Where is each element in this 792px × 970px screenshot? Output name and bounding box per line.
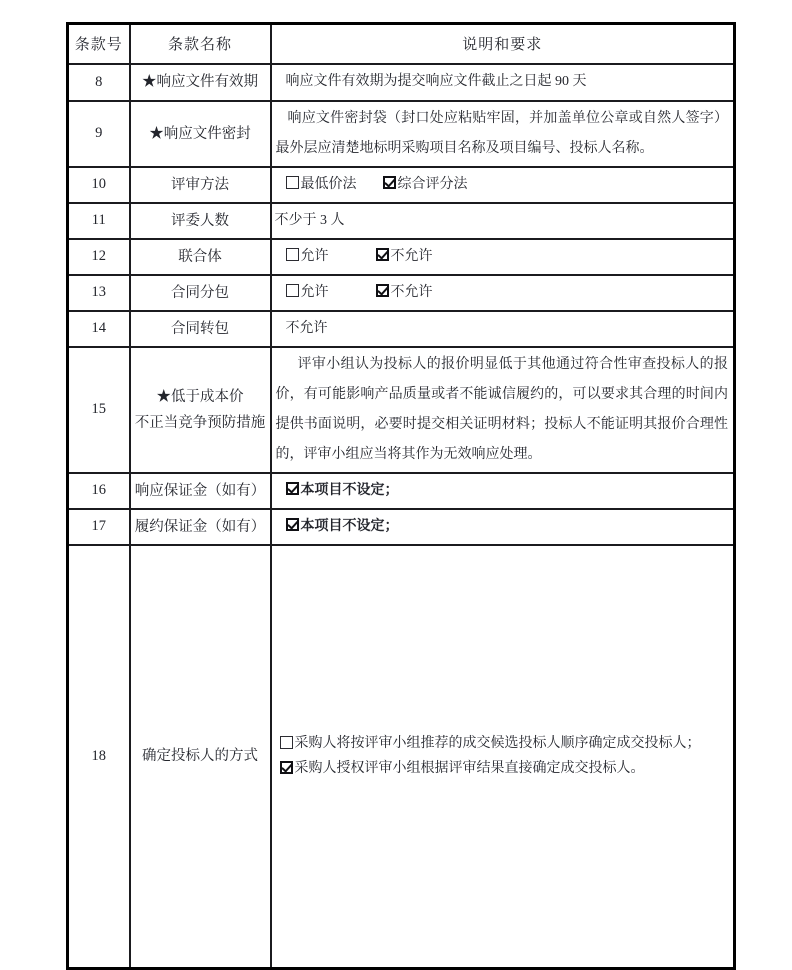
description-line xyxy=(274,756,732,781)
clause-name-cell xyxy=(130,101,271,167)
description-text: 本项目不设定； xyxy=(300,482,399,498)
clause-name-text: 履约保证金（如有） xyxy=(134,518,266,535)
description-line xyxy=(274,380,732,410)
clause-name-text: 合同分包 xyxy=(171,284,229,301)
clause-description-cell xyxy=(271,311,735,347)
description-text: 的，评审小组应当将其作为无效响应处理。 xyxy=(275,446,542,462)
clause-number-cell: 9 xyxy=(68,101,130,167)
column-header-clause-name: 条款名称 xyxy=(130,24,271,64)
description-line xyxy=(274,278,732,308)
description-line xyxy=(274,134,732,164)
clause-number-cell: 11 xyxy=(68,203,130,239)
description-text: 本项目不设定； xyxy=(300,518,399,534)
description-text: 不少于 3 人 xyxy=(274,212,345,228)
checkbox-checked-icon xyxy=(286,482,299,495)
clause-description-cell xyxy=(271,101,735,167)
table-row xyxy=(68,509,735,545)
clause-number-cell: 8 xyxy=(68,64,130,101)
description-text: 允许 xyxy=(300,284,329,300)
clause-name-cell xyxy=(130,473,271,509)
clause-number-cell: 16 xyxy=(68,473,130,509)
checkbox-unchecked-icon xyxy=(286,176,299,189)
checkbox-checked-icon xyxy=(376,284,389,297)
clauses-table xyxy=(66,22,736,970)
clause-name-cell xyxy=(130,239,271,275)
clause-number-cell: 18 xyxy=(68,545,130,969)
column-header-description: 说明和要求 xyxy=(271,24,735,64)
table-row xyxy=(68,347,735,473)
clause-name-cell xyxy=(130,203,271,239)
clause-description-cell xyxy=(271,347,735,473)
clause-number-cell: 12 xyxy=(68,239,130,275)
clause-name-text: ★响应文件密封 xyxy=(149,125,251,142)
clause-name-text: 评委人数 xyxy=(171,212,229,229)
checkbox-unchecked-icon xyxy=(286,248,299,261)
description-line xyxy=(274,512,732,542)
description-text: 允许 xyxy=(300,248,329,264)
description-line xyxy=(274,731,732,756)
description-text: 价，有可能影响产品质量或者不能诚信履约的，可以要求其合理的时间内 xyxy=(275,386,728,402)
clause-description-cell xyxy=(271,275,735,311)
clause-description-cell xyxy=(271,203,735,239)
description-line xyxy=(274,242,732,272)
table-row xyxy=(68,167,735,203)
description-text: 最外层应清楚地标明采购项目名称及项目编号、投标人名称。 xyxy=(275,140,654,156)
table-row xyxy=(68,473,735,509)
clause-name-cell xyxy=(130,347,271,473)
description-text: 不允许 xyxy=(390,248,433,264)
checkbox-unchecked-icon xyxy=(286,284,299,297)
clause-name-text: 联合体 xyxy=(178,248,222,265)
description-line xyxy=(274,350,732,380)
table-row xyxy=(68,64,735,101)
description-line xyxy=(274,314,732,344)
description-text: 采购人授权评审小组根据评审结果直接确定成交投标人。 xyxy=(294,761,645,777)
clause-name-text: ★响应文件有效期 xyxy=(142,74,258,90)
clause-name-cell xyxy=(130,275,271,311)
table-row xyxy=(68,101,735,167)
clause-description-cell xyxy=(271,167,735,203)
clause-name-text: ★低于成本价 xyxy=(156,388,244,405)
table-row xyxy=(68,203,735,239)
table-row xyxy=(68,275,735,311)
clause-name-text: 确定投标人的方式 xyxy=(142,748,258,765)
description-text: 不允许 xyxy=(285,320,328,336)
description-text: 响应文件密封袋（封口处应粘贴牢固，并加盖单位公章或自然人签字） xyxy=(287,110,728,126)
clause-name-cell xyxy=(130,64,271,101)
clause-name-cell xyxy=(130,509,271,545)
description-line xyxy=(274,206,732,236)
description-line xyxy=(274,104,732,134)
clause-number-cell: 13 xyxy=(68,275,130,311)
table-row xyxy=(68,545,735,969)
description-line xyxy=(274,440,732,470)
checkbox-checked-icon xyxy=(280,761,293,774)
clause-description-cell xyxy=(271,509,735,545)
clause-description-cell xyxy=(271,545,735,969)
checkbox-checked-icon xyxy=(376,248,389,261)
clause-name-cell xyxy=(130,545,271,969)
description-line xyxy=(274,410,732,440)
description-text: 采购人将按评审小组推荐的成交候选投标人顺序确定成交投标人； xyxy=(294,736,701,752)
description-line xyxy=(274,67,732,97)
clause-number-cell: 17 xyxy=(68,509,130,545)
clause-name-text: 合同转包 xyxy=(171,320,229,337)
description-text: 响应文件有效期为提交响应文件截止之日起 90 天 xyxy=(285,74,587,89)
clause-description-cell xyxy=(271,64,735,101)
clause-name-text: 不正当竞争预防措施 xyxy=(134,414,266,431)
clause-name-cell xyxy=(130,311,271,347)
description-text: 综合评分法 xyxy=(397,176,468,192)
clause-number-cell: 10 xyxy=(68,167,130,203)
clause-number-cell: 15 xyxy=(68,347,130,473)
clause-description-cell xyxy=(271,239,735,275)
column-header-clause-no: 条款号 xyxy=(68,24,130,64)
description-text: 不允许 xyxy=(390,284,433,300)
clause-name-text: 响应保证金（如有） xyxy=(134,482,266,499)
checkbox-unchecked-icon xyxy=(280,736,293,749)
checkbox-checked-icon xyxy=(383,176,396,189)
clause-description-cell xyxy=(271,473,735,509)
description-text: 最低价法 xyxy=(300,176,357,192)
checkbox-checked-icon xyxy=(286,518,299,531)
clause-name-cell xyxy=(130,167,271,203)
header-row xyxy=(68,24,735,64)
table-row xyxy=(68,239,735,275)
table-row xyxy=(68,311,735,347)
description-text: 提供书面说明，必要时提交相关证明材料；投标人不能证明其报价合理性 xyxy=(275,416,728,432)
description-text: 评审小组认为投标人的报价明显低于其他通过符合性审查投标人的报 xyxy=(297,356,728,372)
clause-name-text: 评审方法 xyxy=(171,176,229,193)
description-line xyxy=(274,170,732,200)
description-line xyxy=(274,476,732,506)
clause-number-cell: 14 xyxy=(68,311,130,347)
